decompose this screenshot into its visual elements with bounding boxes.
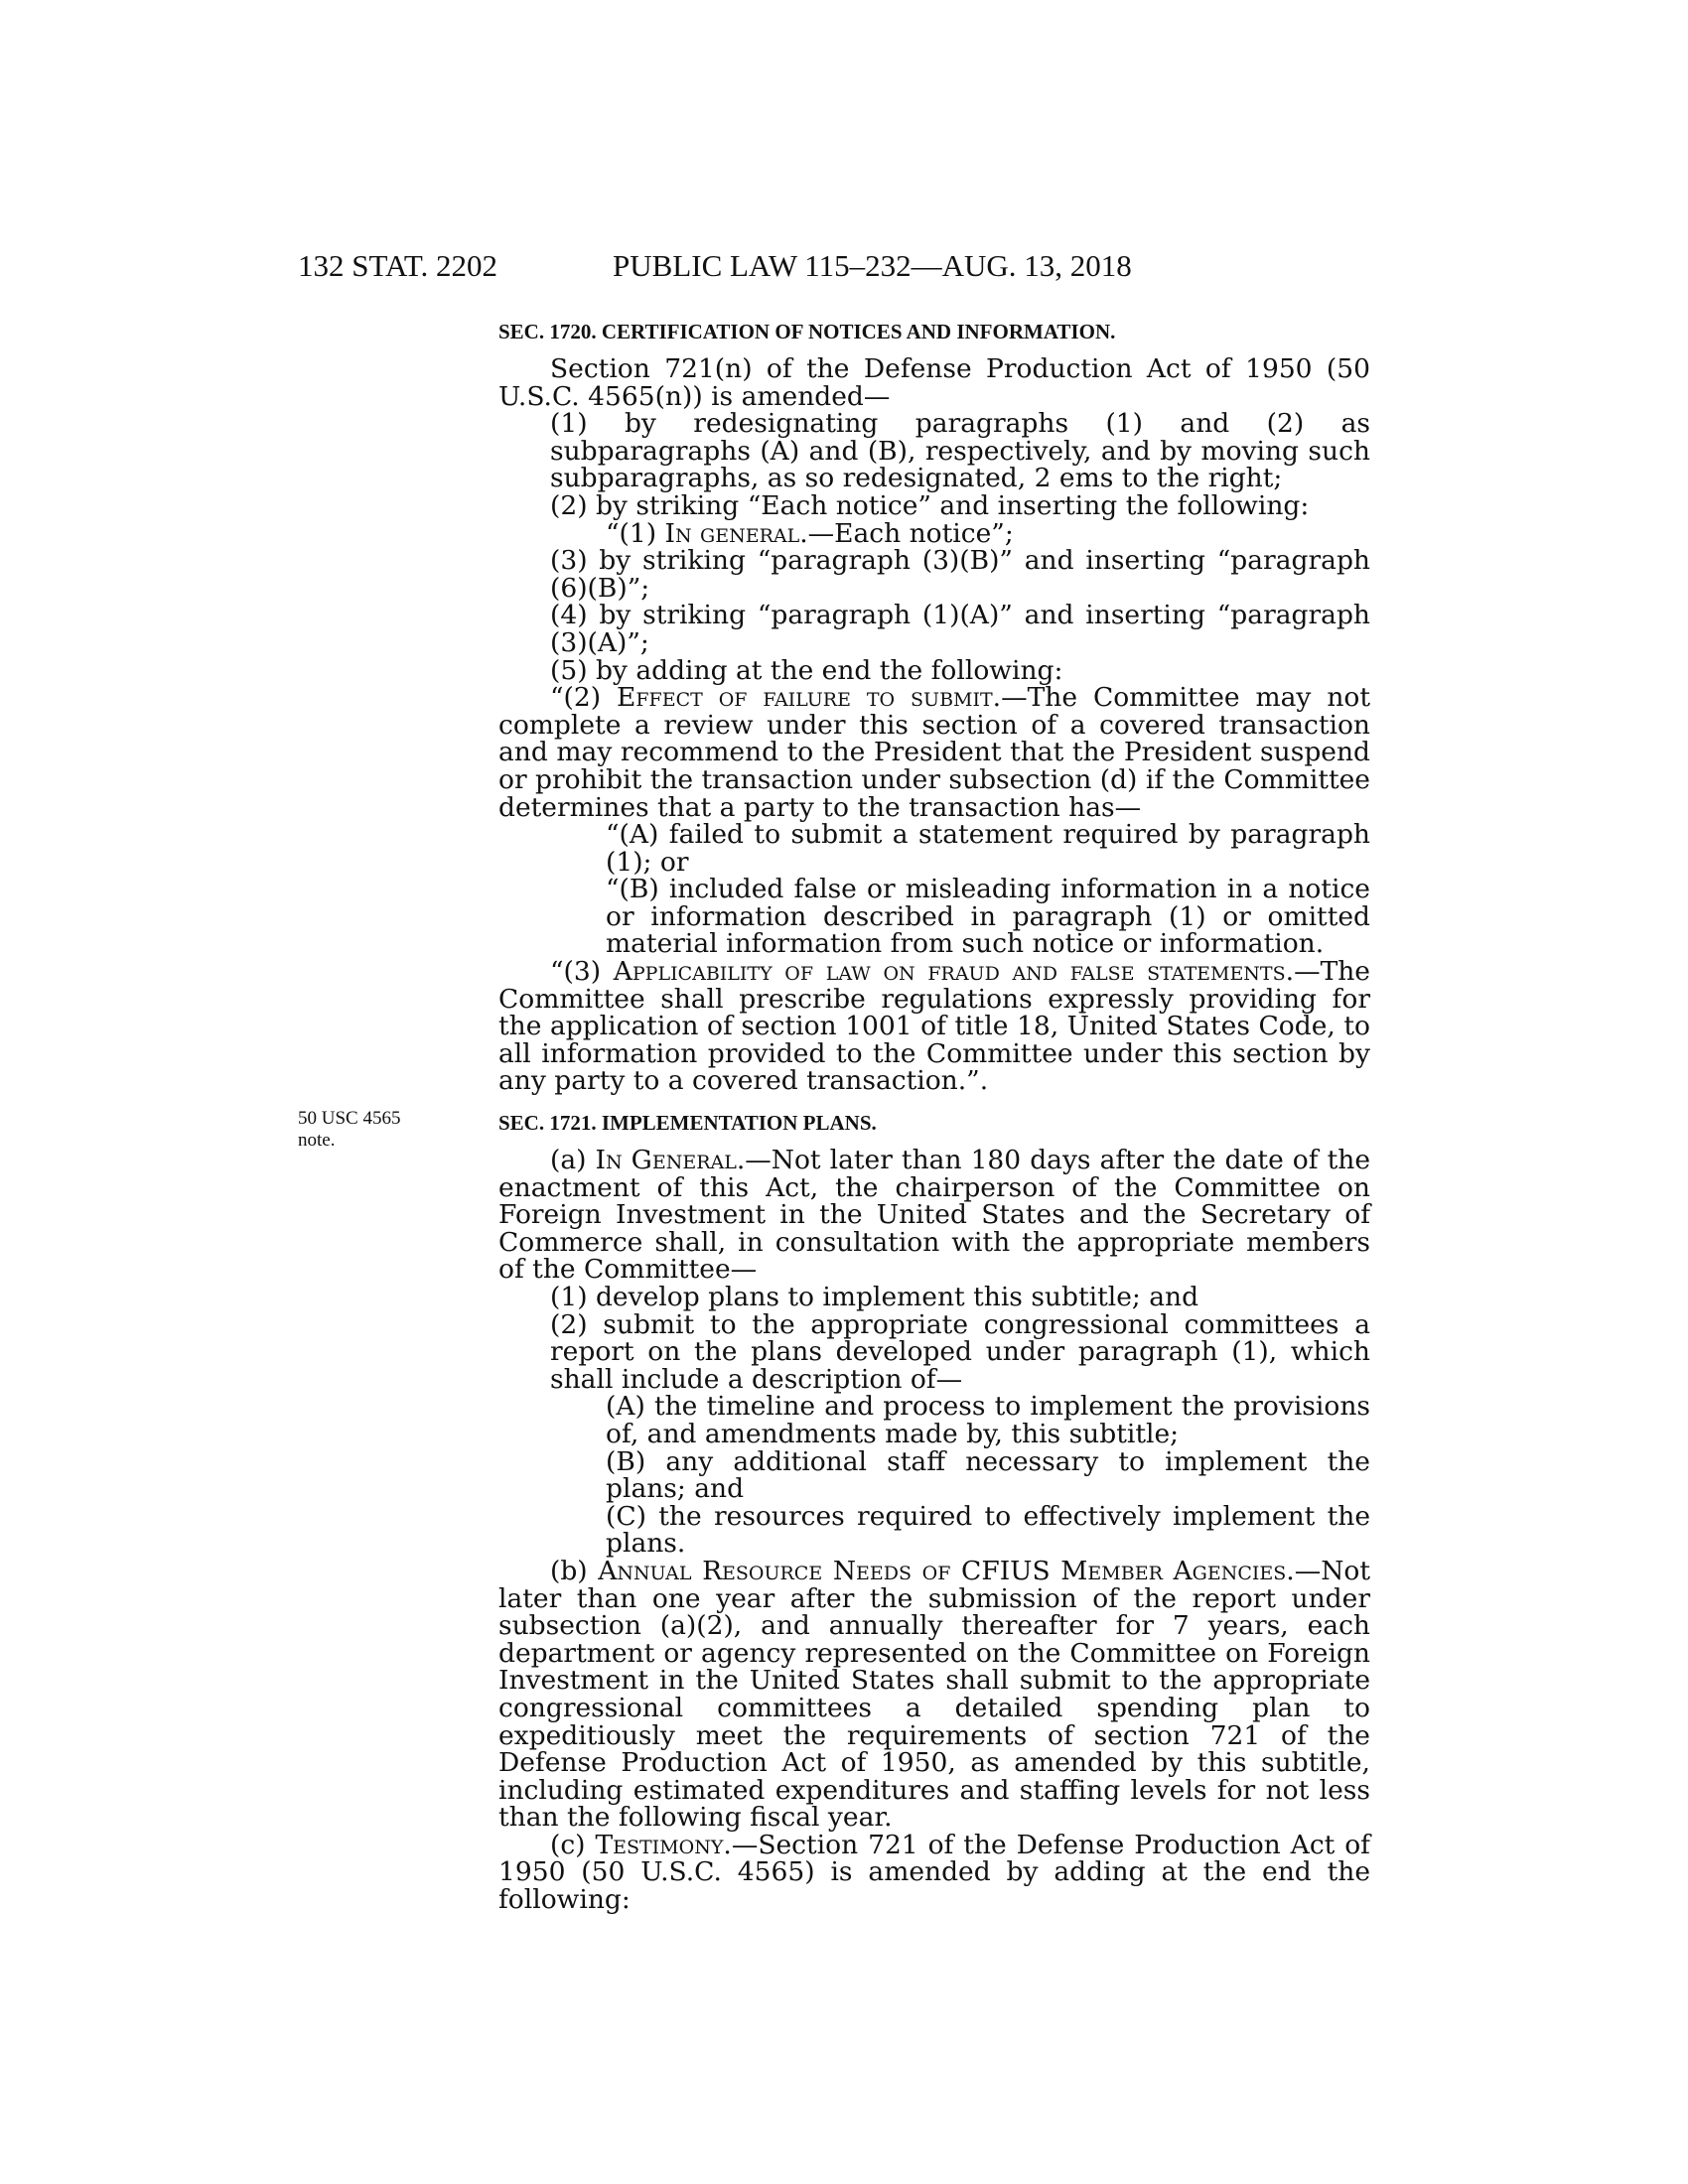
subsection-caption: In General [595,1145,737,1176]
section-1720-item-5: (5) by adding at the end the following: [550,654,1063,686]
subsection-a-item-c: (C) the resources required to effectively implement the plans. [606,1500,1370,1560]
quote-number: “(3) [550,956,614,988]
section-1720-item-2: (2) by striking “Each notice” and inserting the following: [550,489,1310,521]
stat-reference: 132 STAT. 2202 [298,248,498,283]
subsection-text: .—Section 721 of the Defense Production Act of 1950 (50 U.S.C. 4565) is amended by adding at the end the following: [498,1829,1370,1916]
subsection-caption: Annual Resource Needs of CFIUS Member Agencies [598,1555,1287,1586]
page-header [298,248,1370,288]
quote-caption: Applicability of law on fraud and false statements [613,956,1286,988]
quote-caption: Effect of failure to submit [617,682,993,714]
quote-text: .—Each notice”; [799,517,1014,549]
margin-note [298,1108,447,1152]
quote-caption: In general [664,517,800,549]
section-1720-heading: SEC. 1720. CERTIFICATION OF NOTICES AND INFORMATION. [498,320,1116,343]
section-1721-heading: SEC. 1721. IMPLEMENTATION PLANS. [498,1111,877,1136]
margin-note-suffix: note. [298,1130,336,1151]
section-1720-item-4: (4) by striking “paragraph (1)(A)” and inserting “paragraph (3)(A)”; [550,600,1370,658]
subsection-a-item-1: (1) develop plans to implement this subtitle; and [550,1282,1199,1312]
quote-number: “(1) [606,517,665,549]
public-law-title: PUBLIC LAW 115–232—AUG. 13, 2018 [613,248,1132,283]
quoted-subparagraph-a: “(A) failed to submit a statement required by paragraph (1); or [606,819,1370,878]
subsection-caption: Testimony [595,1829,724,1860]
section-1720-intro: Section 721(n) of the Defense Production Act of 1950 (50 U.S.C. 4565(n)) is amended— [498,353,1370,412]
subsection-text: .—Not later than one year after the submission of the report under subsection (a)(2), and annually thereafter for 7 years, each department or agency represented on the Committee on Foreign Investment in the United States shall submit to the appropriate congressional committees a detailed spending plan to expeditiously meet the requirements of section 721 of the Defense Production Act of 1950, as amended by this subtitle, including estimated expenditures and staffing levels for not less than the following fiscal year. [498,1555,1370,1834]
subsection-label: (b) [550,1555,599,1586]
quote-number: “(2) [550,682,618,714]
subsection-b [498,1555,1370,1834]
subsection-a [498,1147,1370,1284]
subsection-a-item-b: (B) any additional staff necessary to implement the plans; and [606,1445,1370,1505]
quote-text: .—The Committee shall prescribe regulations expressly providing for the application of section 1001 of title 18, United States Code, to all information provided to the Committee under this section by any party to a covered transaction.”. [498,956,1370,1097]
subsection-text: .—Not later than 180 days after the date of the enactment of this Act, the chairperson of the Committee on Foreign Investment in the United States and the Secretary of Commerce shall, in consultation with the appropriate members of the Committee— [498,1145,1371,1286]
subsection-a-item-a: (A) the timeline and process to implement the provisions of, and amendments made by, this subtitle; [606,1391,1370,1449]
quoted-paragraph-2 [498,684,1370,821]
subsection-label: (a) [550,1145,596,1176]
subsection-a-item-2: (2) submit to the appropriate congressional committees a report on the plans developed under paragraph (1), which shall include a description of— [550,1308,1370,1395]
quote-text: .—The Committee may not complete a review under this section of a covered transaction and may recommend to the President that the President suspend or prohibit the transaction under subsection (d) if the Committee determines that a party to the transaction has— [498,682,1370,823]
section-1720-item-3: (3) by striking “paragraph (3)(B)” and inserting “paragraph (6)(B)”; [550,545,1370,604]
subsection-label: (c) [550,1829,596,1860]
margin-note-citation: 50 USC 4565 [298,1108,401,1129]
subsection-c [498,1829,1370,1916]
quoted-subparagraph-b: “(B) included false or misleading information in a notice or information described in paragraph (1) or omitted material information from such notice or information. [606,874,1370,960]
section-1720-item-2-quote [498,517,1370,549]
quoted-paragraph-3 [498,958,1370,1095]
section-1720-item-1: (1) by redesignating paragraphs (1) and (2) as subparagraphs (A) and (B), respectively, and by moving such subparagraphs, as so redesignated, 2 ems to the right; [550,408,1370,494]
body-text [498,318,1370,1914]
